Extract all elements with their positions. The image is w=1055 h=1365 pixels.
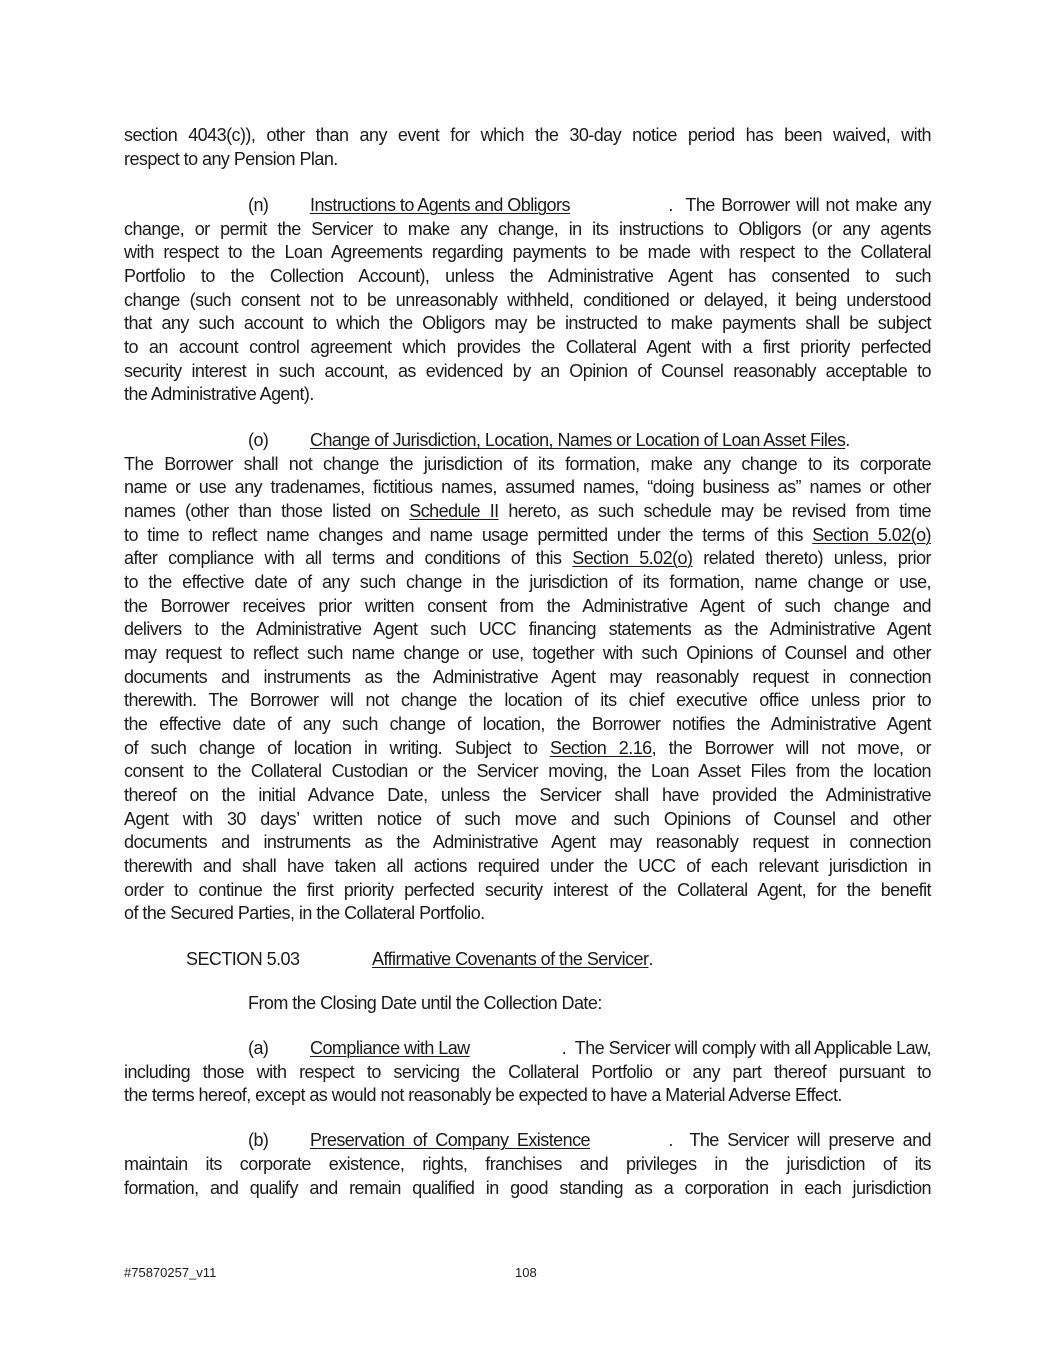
paragraph-line: consent to the Collateral Custodian or the Servicer moving, the Loan Asset Files from the location [124,761,931,781]
text-run: related thereto) unless, prior [692,548,932,568]
paragraph-line: documents and instruments as the Administrative Agent may reasonably request in connection [124,832,931,852]
paragraph-line: maintain its corporate existence, rights, franchises and privileges in the jurisdiction of its [124,1154,931,1174]
paragraph-line: that any such account to which the Obligors may be instructed to make payments shall be subject [124,313,931,333]
paragraph-line: Agent with 30 days’ written notice of such move and such Opinions of Counsel and other [124,809,931,829]
page-number: 108 [515,1265,537,1280]
section-number: SECTION 5.03 [186,949,300,969]
clause-n-heading-line [124,194,931,218]
clause-a-label: (a) [248,1038,269,1058]
section-heading [124,948,931,972]
clause-n-title: Instructions to Agents and Obligors [310,195,570,215]
paragraph-line: name or use any tradenames, fictitious names, assumed names, “doing business as” names or other [124,477,931,497]
paragraph-line: section 4043(c)), other than any event for which the 30-day notice period has been waived, with [124,125,931,145]
paragraph-line: respect to any Pension Plan. [124,149,338,169]
paragraph-line: to the effective date of any such change in the jurisdiction of its formation, name change or use, [124,572,931,592]
clause-o-period: . [845,430,850,450]
text-run: to time to reflect name changes and name usage permitted under the terms of this [124,525,813,545]
paragraph-line: documents and instruments as the Administrative Agent may reasonably request in connection [124,667,931,687]
text-run: hereto, as such schedule may be revised from time [498,501,931,521]
paragraph-line: the terms hereof, except as would not reasonably be expected to have a Material Adverse Effect. [124,1085,842,1105]
paragraph-line: security interest in such account, as evidenced by an Opinion of Counsel reasonably acceptable to [124,361,931,381]
paragraph-line: to an account control agreement which provides the Collateral Agent with a first priority perfected [124,337,931,357]
text-run: of such change of location in writing. Subject to [124,738,551,758]
paragraph-line: order to continue the first priority perfected security interest of the Collateral Agent, for the benefit [124,880,931,900]
paragraph-line [124,737,931,761]
text-run: , the Borrower will not move, or [651,738,931,758]
paragraph-line: of the Secured Parties, in the Collateral Portfolio. [124,903,485,923]
clause-n-first-text: . The Borrower will not make any [668,195,931,215]
clause-a-heading-line [124,1037,931,1061]
paragraph-line: change (such consent not to be unreasonably withheld, conditioned or delayed, it being understood [124,290,931,310]
clause-o-title: Change of Jurisdiction, Location, Names or Location of Loan Asset Files [310,430,846,450]
paragraph-line: including those with respect to servicing the Collateral Portfolio or any part thereof pursuant to [124,1062,931,1082]
paragraph-line: therewith. The Borrower will not change the location of its chief executive office unless prior to [124,690,931,710]
clause-n-label: (n) [248,195,269,215]
paragraph-line: with respect to the Loan Agreements regarding payments to be made with respect to the Collateral [124,242,931,262]
paragraph-line: The Borrower shall not change the jurisdiction of its formation, make any change to its corporate [124,454,931,474]
text-run: after compliance with all terms and conditions of this [124,548,573,568]
section-title: Affirmative Covenants of the Servicer [372,949,649,969]
section-5-02-o-link[interactable]: Section 5.02(o) [812,525,932,545]
paragraph-line [124,500,931,524]
paragraph-line: change, or permit the Servicer to make any change, in its instructions to Obligors (or any agents [124,219,931,239]
paragraph-line: thereof on the initial Advance Date, unless the Servicer shall have provided the Administrative [124,785,931,805]
paragraph-line [124,547,931,571]
paragraph-line: formation, and qualify and remain qualified in good standing as a corporation in each jurisdiction [124,1178,931,1198]
section-5-02-o-link[interactable]: Section 5.02(o) [572,548,693,568]
clause-a-title: Compliance with Law [310,1038,470,1058]
paragraph-line: the Borrower receives prior written consent from the Administrative Agent of such change and [124,596,931,616]
clause-b-label: (b) [248,1130,269,1150]
paragraph-line [124,524,931,548]
schedule-ii-link[interactable]: Schedule II [409,501,499,521]
paragraph-line: therewith and shall have taken all actions required under the UCC of each relevant jurisdiction in [124,856,931,876]
section-intro: From the Closing Date until the Collection Date: [248,993,602,1013]
text-run: names (other than those listed on [124,501,410,521]
paragraph-line: Portfolio to the Collection Account), unless the Administrative Agent has consented to such [124,266,931,286]
paragraph-line: the effective date of any such change of location, the Borrower notifies the Administrative Agent [124,714,931,734]
section-title-period: . [648,949,653,969]
clause-b-heading-line [124,1129,931,1153]
paragraph-line: the Administrative Agent). [124,384,314,404]
clause-b-title: Preservation of Company Existence [310,1130,590,1150]
paragraph-line: delivers to the Administrative Agent such UCC financing statements as the Administrative Agent [124,619,931,639]
clause-o-heading-line [124,429,931,453]
clause-o-label: (o) [248,430,269,450]
paragraph-line: may request to reflect such name change or use, together with such Opinions of Counsel and other [124,643,931,663]
clause-b-first-text: . The Servicer will preserve and [668,1130,931,1150]
section-2-16-link[interactable]: Section 2.16 [550,738,652,758]
document-id: #75870257_v11 [124,1265,217,1280]
clause-a-first-text: . The Servicer will comply with all Applicable Law, [561,1038,931,1058]
